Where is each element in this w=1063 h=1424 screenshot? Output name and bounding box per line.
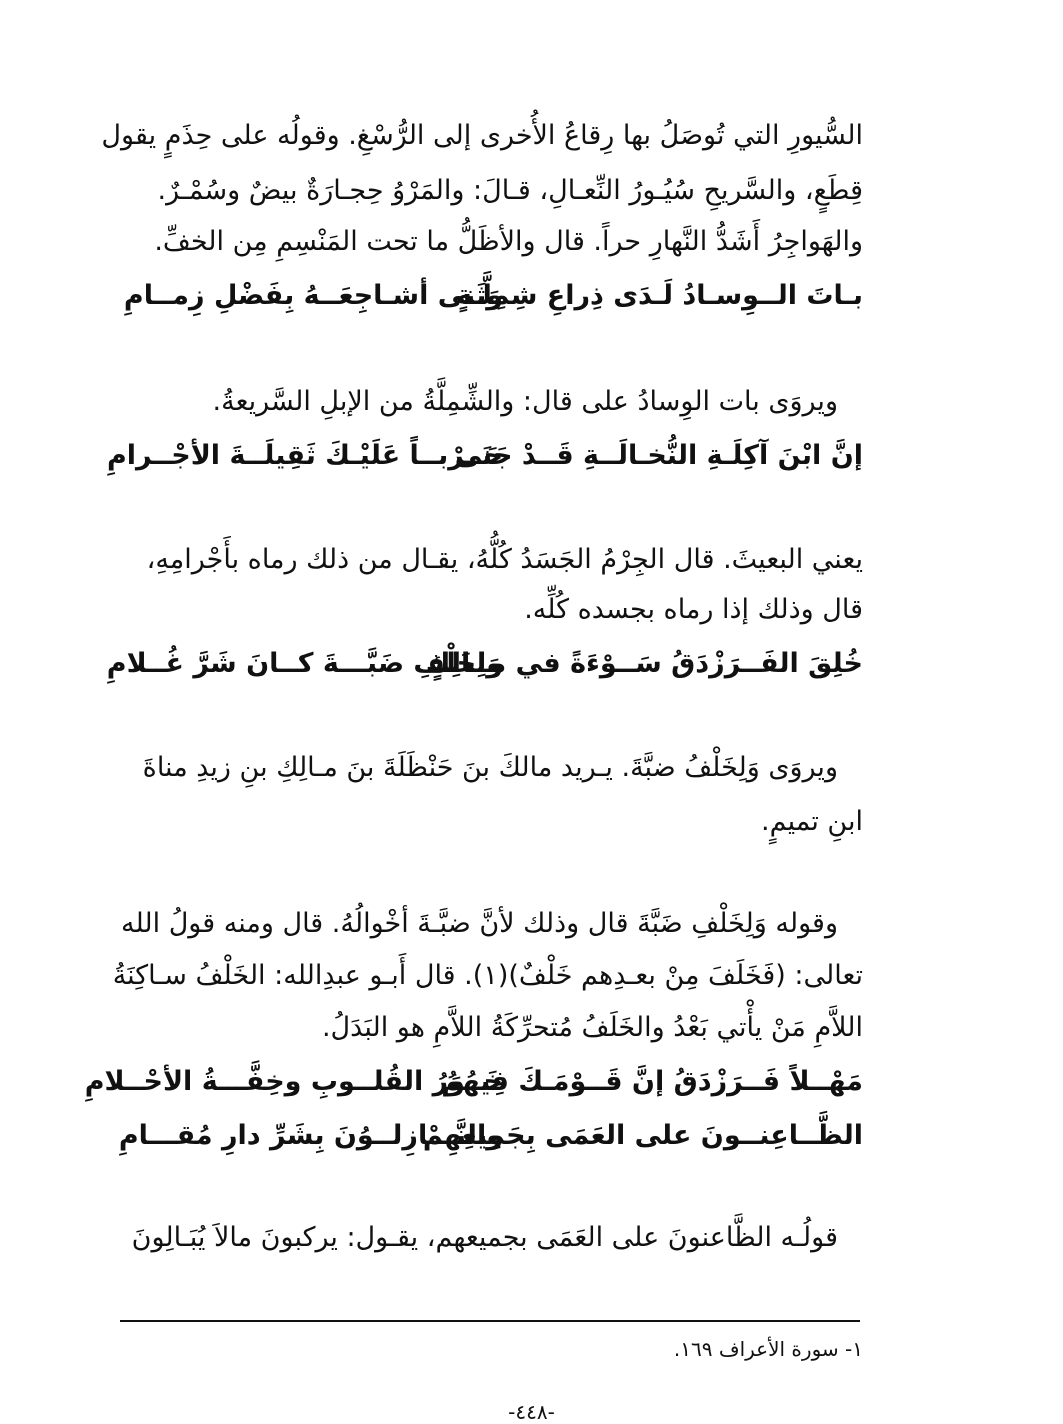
verse-second-hemistich: خَــوَرُ القُلــوبِ وخِفَّـــةُ الأحْــلامِ xyxy=(84,1066,503,1097)
verse-second-hemistich: حَــرْبــاً عَلَيْـكَ ثَقِيلَــةَ الأجْــرامِ xyxy=(106,440,503,471)
body-line: اللاَّمِ مَنْ يأْتي بَعْدُ والخَلَفُ مُتحرِّكَةُ اللاَّمِ هو البَدَلُ. xyxy=(321,1012,863,1043)
verse-first-hemistich: بـاتَ الــوِسـادُ لَـدَى ذِراعِ شِمِلَّـةٍ xyxy=(456,280,863,311)
body-line: ابنِ تميمٍ. xyxy=(761,806,863,837)
footnote: ١- سورة الأعراف ١٦٩. xyxy=(673,1337,863,1361)
footnote-divider xyxy=(120,1320,860,1322)
verse-second-hemistich: والنَّـــازِلــوُنَ بِشَرِّ دارِ مُقـــامِ xyxy=(118,1120,503,1151)
verse-line xyxy=(84,1062,863,1102)
body-line: قولُـه الظَّاعنونَ على العَمَى بجميعهم، يقـول: يركبونَ مالاَ يُبَـالِونَ xyxy=(131,1222,838,1253)
verse-first-hemistich: خُلِقَ الفَــرَزْدَقُ سَــوْءَةً في مــالِكٍ xyxy=(425,648,863,679)
verse-second-hemistich: وَثَنى أشـاجِعَــهُ بِفَضْلِ زِمــامِ xyxy=(123,280,503,311)
verse-first-hemistich: مَهْــلاً فَــرَزْدَقُ إنَّ قَــوْمَـكَ فِيهُمُ xyxy=(441,1066,863,1097)
body-line: يعني البعيثَ. قال الجِرْمُ الجَسَدُ كُلُّهُ، يقـال من ذلك رماه بأَجْرامِهِ، xyxy=(146,544,863,575)
body-line: السُّيورِ التي تُوصَلُ بها رِقاعُ الأُخرى إلى الرُّسْغِ. وقولُه على حِذَمٍ يقول xyxy=(101,120,863,151)
verse-line xyxy=(106,436,863,476)
body-line: ويروَى وَلِخَلْفُ ضبَّةَ. يـريد مالكَ بنَ حَنْظَلَةَ بنَ مـالِكِ بنِ زيدِ مناةَ xyxy=(142,752,838,783)
body-line: والهَواجِرُ أَشَدُّ النَّهارِ حراً. قال والأظَلُّ ما تحت المَنْسِمِ مِن الخفِّ. xyxy=(154,226,863,257)
body-line: تعالى: (فَخَلَفَ مِنْ بعـدِهم خَلْفٌ)(١). قال أَبـو عبدِالله: الخَلْفُ سـاكِنَةُ xyxy=(112,960,863,991)
verse-line xyxy=(106,644,863,684)
verse-first-hemistich: الظَّــاعِنــونَ على العَمَى بِجَمِيعِهِمْ xyxy=(422,1120,863,1151)
verse-line xyxy=(123,276,863,316)
verse-first-hemistich: إنَّ ابْنَ آكِلَـةِ النُّخـالَــةِ قَــدْ جَنَى xyxy=(454,440,863,471)
verse-line xyxy=(118,1116,863,1156)
body-line: وقوله وَلِخَلْفِ ضَبَّةَ قال وذلك لأنَّ ضبَّـةَ أخْوالُهُ. قال ومنه قولُ الله xyxy=(120,908,838,939)
page-number: -٤٤٨- xyxy=(508,1400,555,1424)
body-line: قال وذلك إذا رماه بجسده كُلِّه. xyxy=(524,594,863,625)
body-line: ويروَى بات الوِسادُ على قال: والشِّمِلَّةُ من الإبلِ السَّريعةُ. xyxy=(212,386,838,417)
verse-second-hemistich: وَلِخَلْفِ ضَبَّـــةَ كــانَ شَرَّ غُــلامِ xyxy=(106,648,503,679)
body-line: قِطَعٍ، والسَّريحِ سُيُـورُ النِّعـالِ، قـالَ: والمَرْوُ حِجـارَةٌ بيضٌ وسُمْـرٌ. xyxy=(157,175,863,206)
